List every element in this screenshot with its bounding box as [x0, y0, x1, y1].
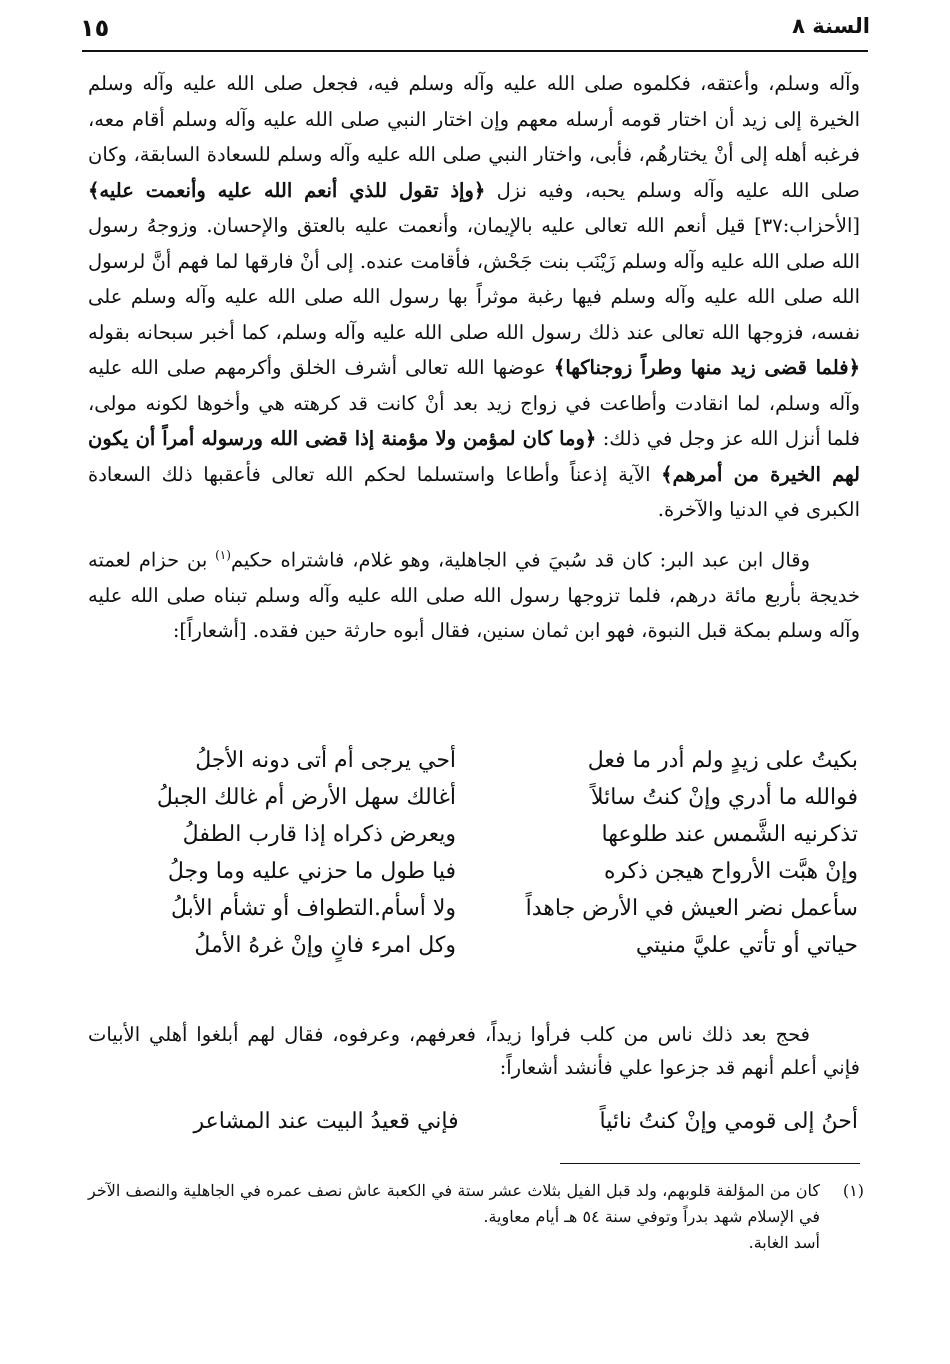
page-header — [80, 14, 870, 48]
poem-verse — [85, 742, 858, 779]
text-run: وقال ابن عبد البر: كان قد سُبيَ في الجاهلية، وهو غلام، فاشتراه حكيم — [230, 548, 810, 571]
paragraph — [88, 538, 860, 649]
poem-verse — [85, 816, 858, 853]
footnotes — [88, 1178, 864, 1256]
second-hemistich: وكل امرء فانٍ وإنْ غرهُ الأملُ — [194, 933, 457, 958]
quran-quote: ﴿فلما قضى زيد منها وطراً زوجناكها﴾ — [553, 356, 860, 379]
first-hemistich: حياتي أو تأتي عليَّ منيتي — [635, 933, 858, 958]
poem-verse — [85, 779, 858, 816]
text-run: الآية إذعناً وأطاعا واستسلما لحكم الله تعالى فأعقبها ذلك السعادة الكبرى في الدنيا والآخرة. — [88, 462, 860, 521]
header-rule — [82, 50, 868, 52]
first-hemistich: وإنْ هبَّت الأرواح هيجن ذكره — [603, 859, 858, 884]
running-title: السنة ٨ — [792, 14, 870, 38]
main-text — [88, 66, 860, 649]
poem-verse — [90, 1102, 858, 1142]
text-run: وآله وسلم، وأعتقه، فكلموه صلى الله عليه وآله وسلم فيه، فجعل صلى الله عليه وآله وسلم الخيرة إلى زيد أن اختار قومه أرسله معهم وإن اختار النبي صلى الله عليه وآله وسلم أقام معه، فرغبه أهله إلى أنْ يختارهُم، فأبى، واختار النبي صلى الله عليه وآله وسلم للسعادة السابقة، وكان صلى الله عليه وآله وسلم يحبه، وفيه نزل — [88, 72, 860, 202]
text-run: عوضها الله تعالى أشرف الخلق وأكرمهم صلى الله عليه وآله وسلم، لما انقادت وأطاعت في زواج زيد بعد أنْ كانت قد كرهته هي وأخوها لكونه مولى، فلما أنزل الله عز وجل في ذلك: — [88, 356, 860, 450]
second-hemistich: ويعرض ذكراه إذا قارب الطفلُ — [182, 822, 457, 847]
quran-quote: ﴿وما كان لمؤمن ولا مؤمنة إذا قضى الله ورسوله أمراً أن يكون لهم الخيرة من أمرهم﴾ — [88, 427, 860, 486]
poem-verse — [85, 927, 858, 964]
poem-verse — [85, 890, 858, 927]
second-hemistich: ولا أسأم.التطواف أو تشأم الأبلُ — [170, 896, 457, 921]
paragraph — [88, 66, 860, 528]
footnote — [88, 1178, 864, 1230]
footnote-rule — [560, 1163, 860, 1164]
quran-quote: ﴿وإذ تقول للذي أنعم الله عليه وأنعمت عليه﴾ — [88, 178, 486, 202]
text-run: [الأحزاب:٣٧] قيل أنعم الله تعالى عليه بالإيمان، وأنعمت عليه بالعتق والإحسان. وزوجهُ رسول الله صلى الله عليه وآله وسلم زَيْنَب بنت جَحْش، فأقامت عنده. إلى أنْ فارقها لما فهم أنَّ لرسول الله صلى الله عليه وآله وسلم فيها رغبة موثراً بها رسول الله صلى الله عليه وآله وسلم على نفسه، فزوجها الله تعالى عند ذلك رسول الله صلى الله عليه وآله وسلم، كما أخبر سبحانه بقوله — [88, 214, 860, 344]
page-number: ١٥ — [80, 14, 110, 42]
second-hemistich: فيا طول ما حزني عليه وما وجلُ — [167, 859, 457, 884]
footnote-marker: (١) — [842, 1181, 864, 1200]
second-hemistich: أغالك سهل الأرض أم غالك الجبلُ — [156, 785, 457, 810]
first-hemistich: بكيتُ على زيدٍ ولم أدر ما فعل — [587, 748, 858, 773]
text-run: بن حزام لعمته خديجة بأربع مائة درهم، فلما تزوجها رسول الله صلى الله عليه وآله وسلم تبناه صلى الله عليه وآله وسلم بمكة قبل النبوة، فهو ابن ثمان سنين، فقال أبوه حارثة حين فقده. [أشعاراً]: — [88, 548, 860, 642]
first-hemistich: فوالله ما أدري وإنْ كنتُ سائلاً — [591, 785, 858, 810]
second-hemistich: أحي يرجى أم أتى دونه الأجلُ — [195, 748, 457, 773]
first-hemistich: أحنُ إلى قومي وإنْ كنتُ نائياً — [599, 1109, 858, 1134]
footnote-text: كان من المؤلفة قلوبهم، ولد قبل الفيل بثلاث عشر ستة في الكعبة عاش نصف عمره في الجاهلية والنصف الآخر في الإسلام شهد بدراً وتوفي سنة ٥٤ هـ أيام معاوية. — [88, 1181, 820, 1226]
footnote-source: أسد الغابة. — [748, 1233, 820, 1252]
poem — [85, 742, 858, 964]
first-hemistich: سأعمل نضر العيش في الأرض جاهداً — [525, 896, 858, 921]
second-hemistich: فإني قعيدُ البيت عند المشاعر — [193, 1109, 459, 1134]
poem-verse — [85, 853, 858, 890]
footnote-reference[interactable]: (١) — [215, 547, 231, 562]
first-hemistich: تذكرنيه الشَّمس عند طلوعها — [601, 822, 858, 847]
paragraph: فحج بعد ذلك ناس من كلب فرأوا زيداً، فعرفهم، وعرفوه، فقال لهم أبلغوا أهلي الأبيات فإني أعلم أنهم قد جزعوا علي فأنشد أشعاراً: — [88, 1023, 860, 1079]
